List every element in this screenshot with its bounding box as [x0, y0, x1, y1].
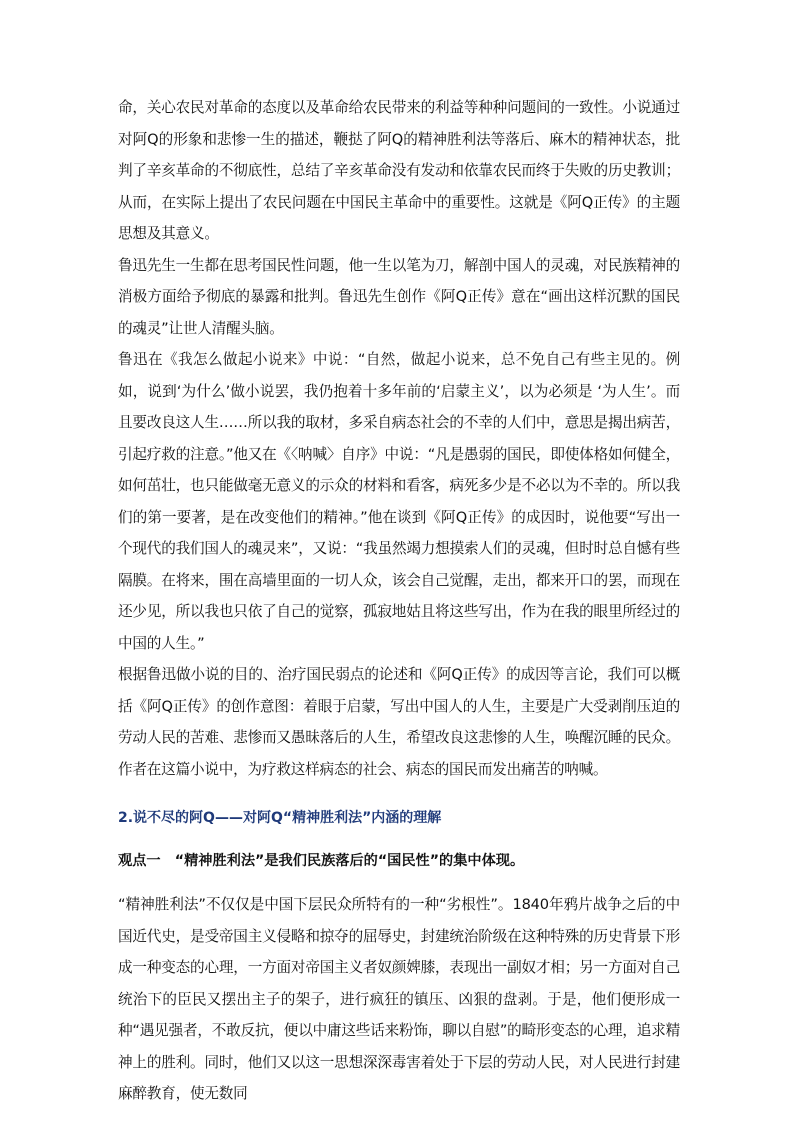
document-page	[118, 92, 680, 1110]
viewpoint-heading: 观点一 “精神胜利法”是我们民族落后的“国民性”的集中体现。	[118, 853, 525, 869]
paragraph-national-character: 鲁迅先生一生都在思考国民性问题，他一生以笔为刀，解剖中国人的灵魂，对民族精神的消极方面给予彻底的暴露和批判。鲁迅先生创作《阿Q正传》意在“画出这样沉默的国民的魂灵”让世人清醒头脑。	[118, 256, 680, 337]
paragraph-revolution-summary: 命，关心农民对革命的态度以及革命给农民带来的利益等种种问题间的一致性。小说通过对阿Q的形象和悲惨一生的描述，鞭挞了阿Q的精神胜利法等落后、麻木的精神状态，批判了辛亥革命的不彻底性，总结了辛亥革命没有发动和依靠农民而终于失败的历史教训；从而，在实际上提出了农民问题在中国民主革命中的重要性。这就是《阿Q正传》的主题思想及其意义。	[118, 99, 680, 242]
section-heading: 2.说不尽的阿Q——对阿Q“精神胜利法”内涵的理解	[118, 810, 442, 826]
paragraph-spiritual-victory: “精神胜利法”不仅仅是中国下层民众所特有的一种“劣根性”。1840年鸦片战争之后的中国近代史，是受帝国主义侵略和掠夺的屈辱史，封建统治阶级在这种特殊的历史背景下形成一种变态的心理，一方面对帝国主义者奴颜婢膝，表现出一副奴才相；另一方面对自己统治下的臣民又摆出主子的架子，进行疯狂的镇压、凶狠的盘剥。于是，他们便形成一种“遇见强者，不敢反抗，便以中庸这些话来粉饰，聊以自慰”的畸形变态的心理，追求精神上的胜利。同时，他们又以这一思想深深毒害着处于下层的劳动人民，对人民进行封建麻醉教育，使无数同	[118, 896, 680, 1102]
paragraph-lu-xun-quotes: 鲁迅在《我怎么做起小说来》中说：“自然，做起小说来，总不免自己有些主见的。例如，说到‘为什么’做小说罢，我仍抱着十多年前的‘启蒙主义’，以为必须是 ‘为人生’。而且要改良这人生……所以我的取材，多采自病态社会的不幸的人们中，意思是揭出病苦，引起疗救的注意。”他又在《〈呐喊〉自序》中说：“凡是愚弱的国民，即使体格如何健全，如何茁壮，也只能做毫无意义的示众的材料和看客，病死多少是不必以为不幸的。所以我们的第一要著，是在改变他们的精神。”他在谈到《阿Q正传》的成因时，说他要“写出一个现代的我们国人的魂灵来”，又说：“我虽然竭力想摸索人们的灵魂，但时时总自憾有些隔膜。在将来，围在高墙里面的一切人众，该会自己觉醒，走出，都来开口的罢，而现在还少见，所以我也只依了自己的觉察，孤寂地姑且将这些写出，作为在我的眼里所经过的中国的人生。”	[118, 351, 680, 652]
paragraph-creative-intent: 根据鲁迅做小说的目的、治疗国民弱点的论述和《阿Q正传》的成因等言论，我们可以概括《阿Q正传》的创作意图：着眼于启蒙，写出中国人的人生，主要是广大受剥削压迫的劳动人民的苦难、悲惨而又愚昧落后的人生，希望改良这悲惨的人生，唤醒沉睡的民众。作者在这篇小说中，为疗救这样病态的社会、病态的国民而发出痛苦的呐喊。	[118, 666, 680, 778]
